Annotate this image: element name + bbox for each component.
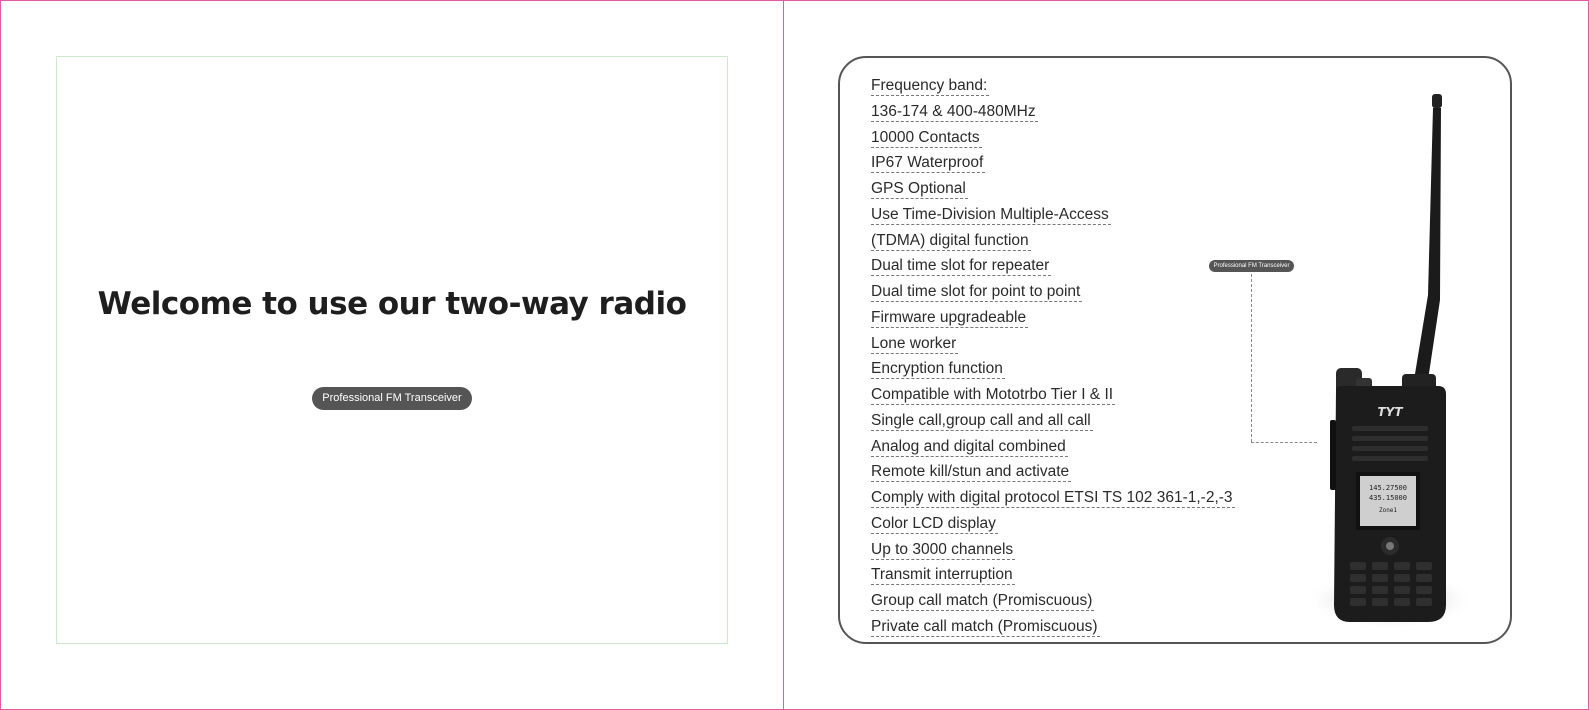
feature-text: IP67 Waterproof xyxy=(871,154,984,172)
radio-screen-line2: 435.15000 xyxy=(1369,494,1407,502)
feature-item xyxy=(871,306,1235,332)
callout-badge: Professional FM Transceiver xyxy=(1209,260,1294,272)
product-badge: Professional FM Transceiver xyxy=(312,387,472,410)
feature-text: Color LCD display xyxy=(871,514,996,532)
feature-item xyxy=(871,332,1235,358)
feature-item xyxy=(871,512,1235,538)
feature-text: Frequency band: xyxy=(871,77,988,94)
feature-text: Private call match (Promiscuous) xyxy=(871,617,1098,635)
feature-text: Transmit interruption xyxy=(871,566,1013,584)
feature-item xyxy=(871,151,1235,177)
feature-item xyxy=(871,538,1235,564)
radio-screen-line1: 145.27500 xyxy=(1369,484,1407,492)
feature-text: Encryption function xyxy=(871,360,1003,378)
feature-item xyxy=(871,357,1235,383)
feature-text: Dual time slot for repeater xyxy=(871,257,1050,275)
feature-item xyxy=(871,100,1235,126)
feature-text: 136-174 & 400-480MHz xyxy=(871,102,1036,120)
feature-text: Analog and digital combined xyxy=(871,437,1066,455)
feature-item xyxy=(871,74,1235,100)
feature-item xyxy=(871,203,1235,229)
radio-brand: TYT xyxy=(1377,405,1403,419)
feature-text: Single call,group call and all call xyxy=(871,411,1091,429)
feature-item xyxy=(871,460,1235,486)
feature-item xyxy=(871,126,1235,152)
feature-text: Compatible with Mototrbo Tier I & II xyxy=(871,386,1114,403)
feature-text: GPS Optional xyxy=(871,180,966,197)
welcome-title: Welcome to use our two-way radio xyxy=(97,286,687,322)
feature-list xyxy=(871,74,1235,641)
feature-text: (TDMA) digital function xyxy=(871,231,1029,249)
feature-text: 10000 Contacts xyxy=(871,128,980,146)
feature-item xyxy=(871,254,1235,280)
feature-item xyxy=(871,280,1235,306)
feature-text: Use Time-Division Multiple-Access xyxy=(871,205,1109,223)
feature-text: Dual time slot for point to point xyxy=(871,283,1081,300)
feature-item xyxy=(871,383,1235,409)
feature-text: Firmware upgradeable xyxy=(871,308,1027,326)
feature-item xyxy=(871,615,1235,641)
feature-item xyxy=(871,229,1235,255)
callout-leader-line xyxy=(1251,274,1252,442)
feature-item xyxy=(871,486,1235,512)
feature-item xyxy=(871,435,1235,461)
radio-image xyxy=(1300,90,1480,640)
feature-item xyxy=(871,409,1235,435)
feature-text: Comply with digital protocol ETSI TS 102 361-1,-2,-3 xyxy=(871,489,1233,506)
left-page-frame xyxy=(56,56,728,644)
feature-item xyxy=(871,177,1235,203)
page-spine xyxy=(783,0,784,710)
feature-text: Up to 3000 channels xyxy=(871,540,1014,558)
radio-screen-line3: Zone1 xyxy=(1378,507,1398,514)
feature-text: Group call match (Promiscuous) xyxy=(871,592,1093,609)
feature-item xyxy=(871,563,1235,589)
feature-text: Lone worker xyxy=(871,334,957,352)
feature-text: Remote kill/stun and activate xyxy=(871,463,1070,481)
feature-item xyxy=(871,589,1235,615)
